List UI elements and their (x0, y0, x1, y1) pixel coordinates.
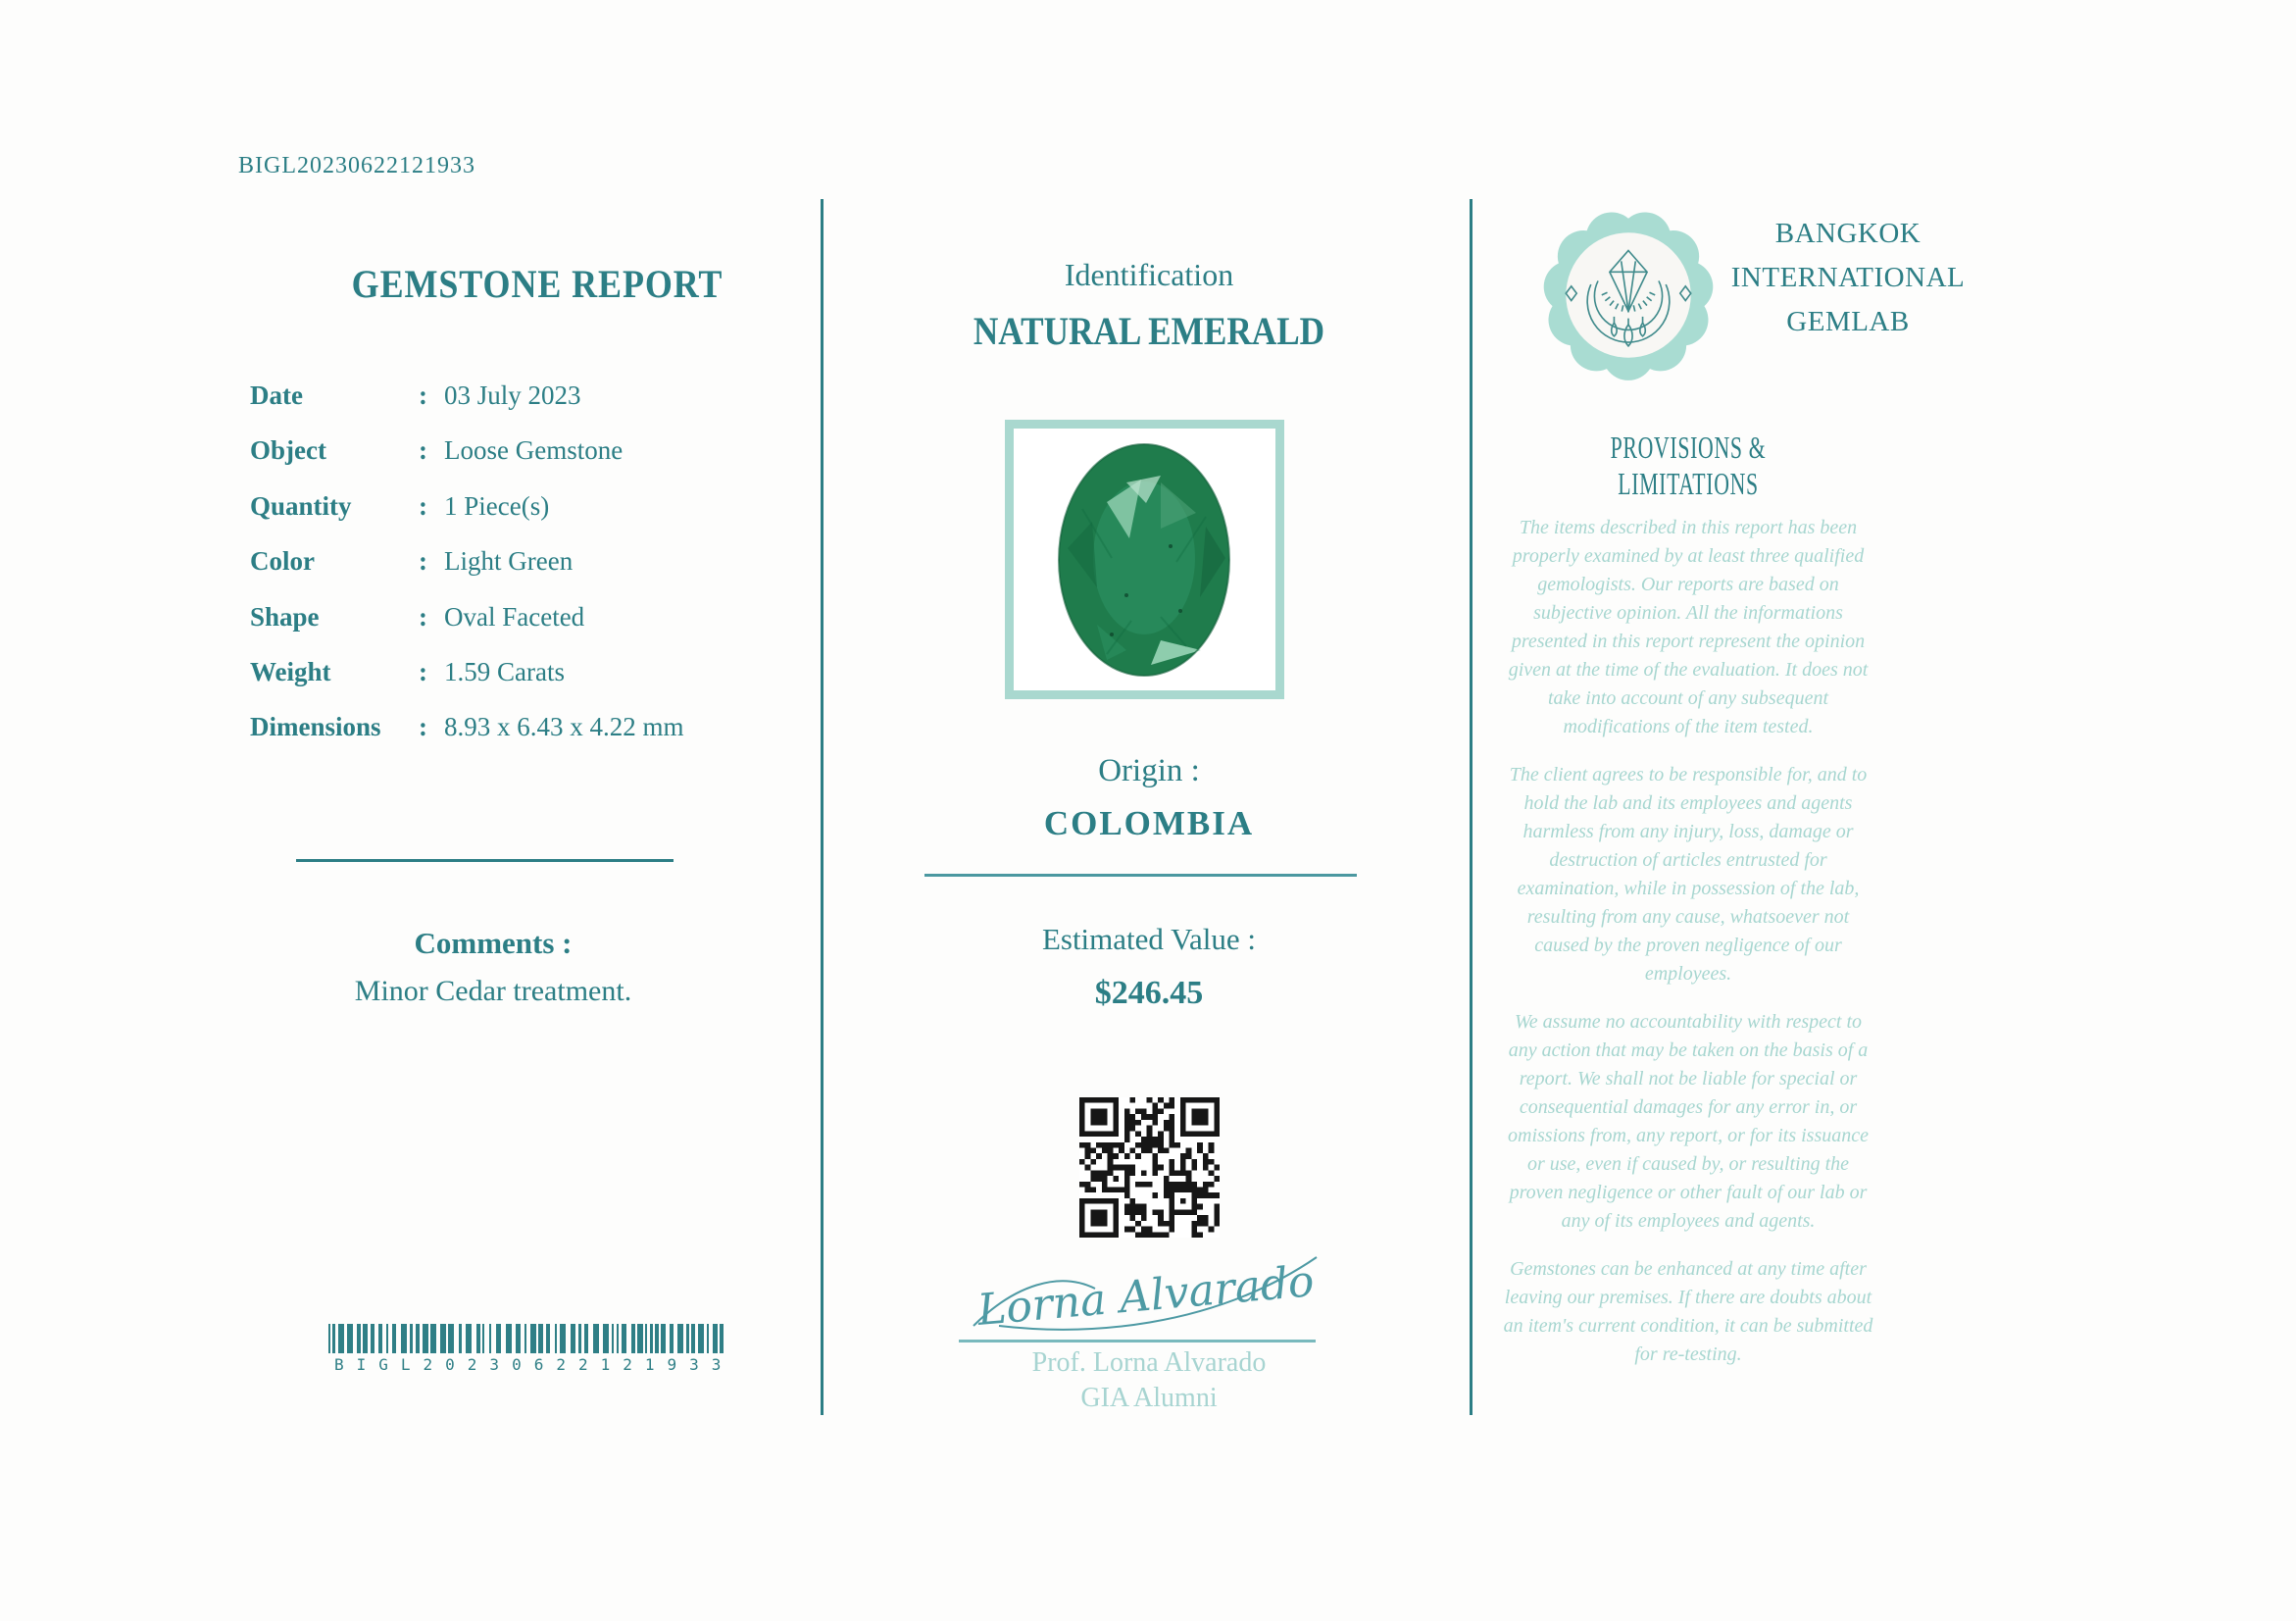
barcode (328, 1324, 730, 1353)
field-colon: : (419, 657, 427, 687)
provision-paragraph: Gemstones can be enhanced at any time after leaving our premises. If there are doubts about an item's current condition, it can be submitted for re-testing. (1503, 1258, 1873, 1365)
table-row (250, 479, 799, 533)
barcode-bar (423, 1324, 428, 1353)
barcode-bar (538, 1324, 543, 1353)
lab-name (1701, 212, 1995, 344)
barcode-text: BIGL20230622121933 (334, 1355, 734, 1374)
barcode-bar (560, 1324, 566, 1353)
table-row (250, 699, 799, 754)
field-value-shape: Oval Faceted (444, 601, 585, 632)
barcode-bar (584, 1324, 588, 1353)
barcode-bar (686, 1324, 689, 1353)
barcode-bar (516, 1324, 521, 1353)
field-colon: : (419, 490, 427, 521)
identification-label: Identification (1064, 257, 1234, 292)
divider (959, 1340, 1316, 1342)
barcode-bar (482, 1324, 484, 1353)
table-row (250, 533, 799, 588)
barcode-bar (496, 1324, 501, 1353)
barcode-bar (670, 1324, 674, 1353)
report-number: BIGL20230622121933 (238, 153, 475, 178)
barcode-bar (677, 1324, 683, 1353)
field-label-shape: Shape (250, 601, 320, 632)
barcode-bar (612, 1324, 614, 1353)
column-divider-left (821, 199, 824, 1415)
divider (924, 874, 1357, 877)
page-title: GEMSTONE REPORT (351, 262, 724, 306)
barcode-bar (698, 1324, 704, 1353)
divider (296, 859, 674, 862)
barcode-bar (655, 1324, 659, 1353)
barcode-bar (378, 1324, 382, 1353)
signature-name: Lorna Alvarado (975, 1256, 1317, 1336)
table-row (250, 589, 799, 644)
barcode-bar (593, 1324, 599, 1353)
field-colon: : (419, 435, 427, 466)
barcode-bar (363, 1324, 368, 1353)
barcode-bar (661, 1324, 666, 1353)
barcode-bar (691, 1324, 695, 1353)
barcode-bar (338, 1324, 344, 1353)
field-value-quantity: 1 Piece(s) (444, 490, 550, 521)
lab-logo-badge (1535, 206, 1722, 384)
barcode-bar (466, 1324, 472, 1353)
barcode-bar (489, 1324, 491, 1353)
barcode-bar (707, 1324, 709, 1353)
field-value-object: Loose Gemstone (444, 435, 624, 466)
barcode-bar (555, 1324, 557, 1353)
provision-paragraph: We assume no accountability with respect to any action that may be taken on the basis of a report. We shall not be liable for special or consequential damages for any error in, or omissions from, any report, or for its issuance or use, even if caused by, or resulting the proven negligence or other fault of our lab or any of its employees and agents. (1508, 1011, 1869, 1232)
lab-name-line: BANGKOK (1774, 218, 1922, 249)
barcode-bar (524, 1324, 526, 1353)
estimated-value-amount: $246.45 (1094, 975, 1204, 1011)
barcode-bar (617, 1324, 619, 1353)
barcode-bar (645, 1324, 647, 1353)
barcode-bar (332, 1324, 335, 1353)
estimated-value-label: Estimated Value : (1041, 922, 1257, 956)
field-colon: : (419, 601, 427, 632)
field-colon: : (419, 380, 427, 410)
field-label-date: Date (250, 380, 303, 410)
field-colon: : (419, 546, 427, 577)
provisions-paragraphs (1503, 514, 1873, 1389)
barcode-bar (459, 1324, 462, 1353)
field-label-quantity: Quantity (250, 490, 352, 521)
table-row (250, 644, 799, 699)
signatory-title: Prof. Lorna Alvarado (1031, 1347, 1267, 1378)
field-label-color: Color (250, 546, 315, 577)
field-label-dimensions: Dimensions (250, 712, 381, 742)
field-label-weight: Weight (250, 657, 331, 687)
barcode-bar (603, 1324, 609, 1353)
provision-paragraph: The client agrees to be responsible for, and to hold the lab and its employees and agents harmless from any injury, loss, damage or destruction of articles entrusted for examination, while in possession of the lab, resulting from any cause, whatsoever not caused by the proven negligence of our employees. (1509, 764, 1868, 985)
field-value-weight: 1.59 Carats (444, 657, 565, 687)
provisions-title: PROVISIONS & LIMITATIONS (1610, 430, 1767, 501)
barcode-bar (371, 1324, 374, 1353)
barcode-bar (401, 1324, 407, 1353)
table-row (250, 368, 799, 423)
field-colon: : (419, 712, 427, 742)
barcode-bar (546, 1324, 550, 1353)
barcode-bar (530, 1324, 536, 1353)
barcode-bar (476, 1324, 480, 1353)
barcode-bar (430, 1324, 436, 1353)
comments-text: Minor Cedar treatment. (354, 975, 632, 1007)
field-label-object: Object (250, 435, 326, 466)
barcode-bar (578, 1324, 581, 1353)
field-value-date: 03 July 2023 (444, 380, 581, 410)
identification-value: NATURAL EMERALD (973, 309, 1325, 353)
comments-label: Comments : (414, 926, 573, 960)
barcode-bar (357, 1324, 361, 1353)
barcode-bar (448, 1324, 454, 1353)
origin-value: COLOMBIA (1043, 804, 1255, 842)
gem-photo (1014, 429, 1275, 690)
provision-paragraph: The items described in this report has been properly examined by at least three qualified gemologists. Our reports are based on subjective opinion. All the informations presented in this report represent the opinion given at the time of the evaluation. It does not take into account of any subsequent modifications of the item tested. (1508, 517, 1869, 737)
barcode-bar (631, 1324, 635, 1353)
field-value-color: Light Green (444, 546, 574, 577)
barcode-bar (713, 1324, 718, 1353)
barcode-bar (386, 1324, 388, 1353)
barcode-bar (622, 1324, 626, 1353)
gem-details-table (250, 368, 799, 755)
barcode-bar (571, 1324, 575, 1353)
table-row (250, 423, 799, 478)
lab-name-line: INTERNATIONAL (1730, 262, 1966, 293)
barcode-bar (347, 1324, 353, 1353)
barcode-bar (392, 1324, 396, 1353)
barcode-bar (506, 1324, 512, 1353)
gem-photo-frame (1005, 420, 1284, 699)
origin-label: Origin : (1098, 753, 1200, 788)
column-divider-right (1470, 199, 1472, 1415)
signature (966, 1232, 1328, 1342)
qr-code (1079, 1097, 1220, 1238)
field-value-dimensions: 8.93 x 6.43 x 4.22 mm (444, 712, 684, 742)
barcode-bar (650, 1324, 653, 1353)
barcode-bar (410, 1324, 413, 1353)
lab-name-line: GEMLAB (1786, 306, 1910, 337)
barcode-bar (720, 1324, 724, 1353)
signatory-credential: GIA Alumni (1080, 1383, 1218, 1413)
barcode-bar (440, 1324, 446, 1353)
barcode-bar (637, 1324, 643, 1353)
barcode-bar (416, 1324, 420, 1353)
barcode-bar (328, 1324, 330, 1353)
